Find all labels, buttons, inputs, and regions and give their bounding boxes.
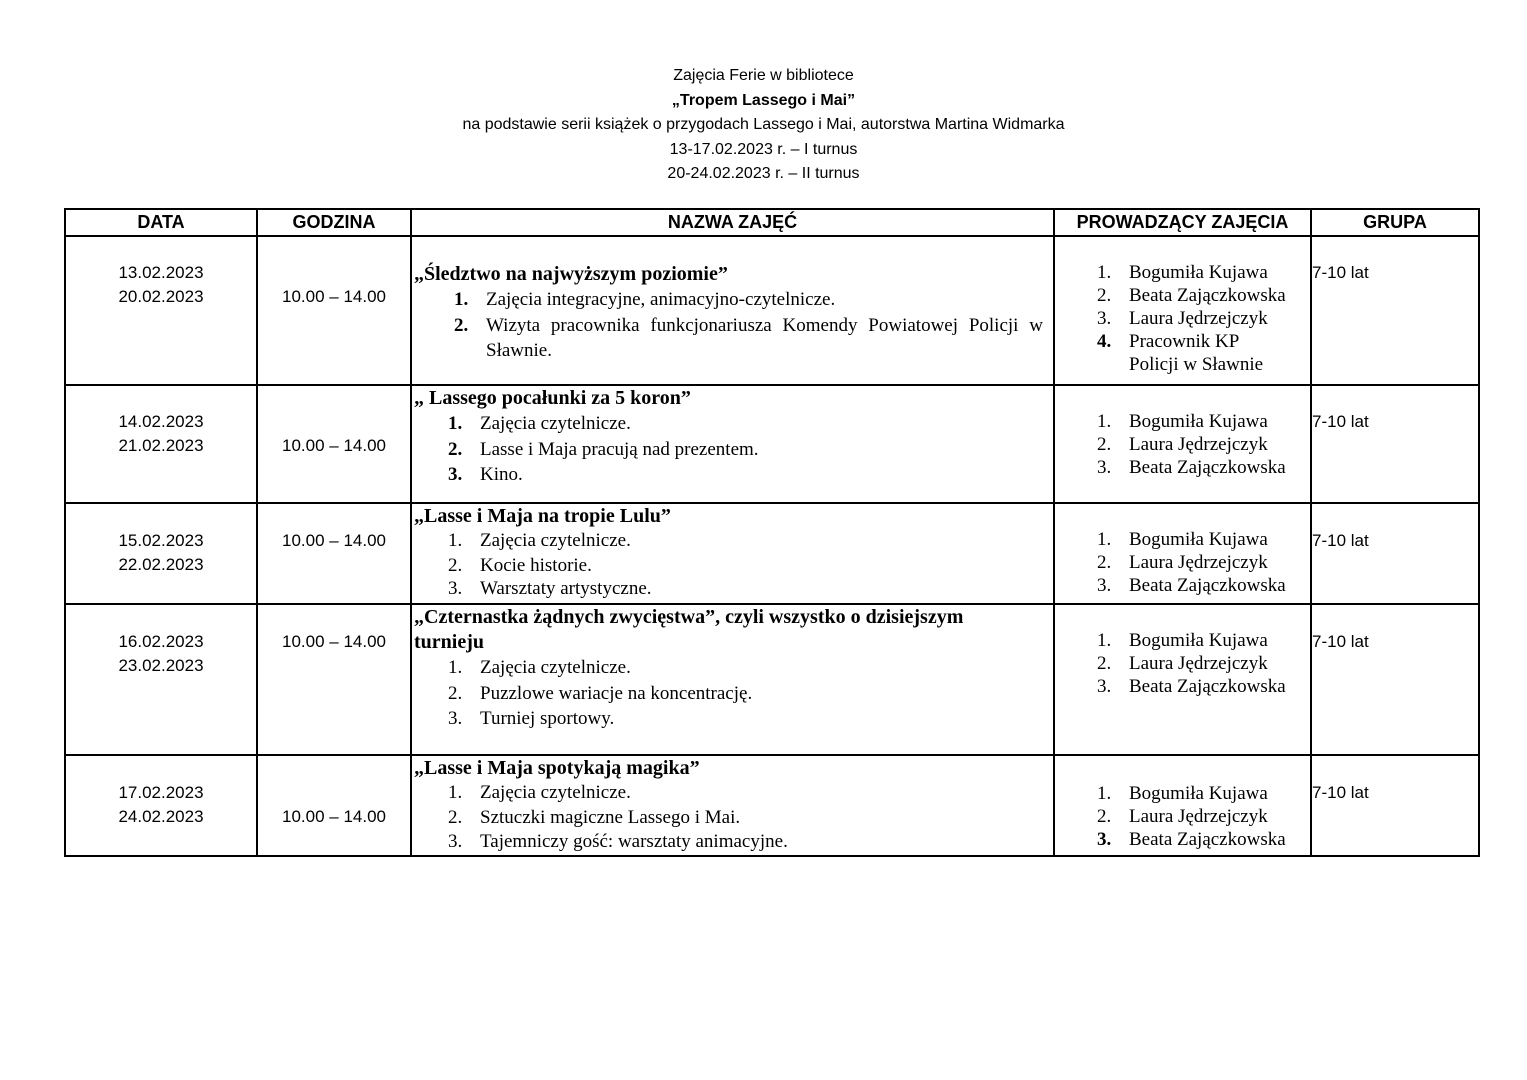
item-number: 3. [448, 578, 463, 599]
time-value: 10.00 – 14.00 [282, 287, 386, 306]
list-item [1055, 629, 1310, 652]
list-item [412, 437, 1043, 463]
date-cell [65, 503, 257, 604]
list-item [1055, 456, 1310, 479]
leader-name: Bogumiła Kujawa [1129, 411, 1268, 432]
list-item [1055, 652, 1310, 675]
item-number: 4. [1097, 331, 1112, 352]
table-row [65, 503, 1479, 604]
item-text: Wizyta pracownika funkcjonariusza Komendy Powiatowej Policji w Sławnie. [486, 314, 1043, 361]
activity-list [412, 781, 1043, 854]
activity-cell [411, 604, 1054, 755]
leaders-cell [1054, 755, 1311, 856]
date-first: 17.02.2023 [118, 783, 204, 802]
list-item [1055, 551, 1310, 574]
date-cell [65, 755, 257, 856]
list-item [1055, 675, 1310, 698]
list-item [1055, 433, 1310, 456]
activity-title: „Śledztwo na najwyższym poziomie” [414, 263, 728, 285]
leader-name: Laura Jędrzejczyk [1129, 308, 1268, 329]
group-value: 7-10 lat [1312, 412, 1369, 431]
activity-cell [411, 385, 1054, 503]
date-second: 20.02.2023 [118, 287, 204, 306]
date-second: 21.02.2023 [118, 436, 204, 455]
date-cell [65, 236, 257, 385]
list-item [412, 830, 1043, 854]
date-first: 16.02.2023 [118, 632, 204, 651]
leader-name: Bogumiła Kujawa [1129, 783, 1268, 804]
date-cell [65, 604, 257, 755]
header-line-1: Zajęcia Ferie w bibliotece [673, 67, 854, 84]
item-number: 1. [1097, 262, 1112, 283]
table-row [65, 755, 1479, 856]
group-cell [1311, 236, 1479, 385]
item-number: 1. [448, 413, 463, 434]
header-title: „Tropem Lassego i Mai” [671, 91, 856, 109]
list-item [1055, 410, 1310, 433]
activity-cell [411, 236, 1054, 385]
time-cell [257, 503, 411, 604]
item-number: 3. [1097, 308, 1112, 329]
list-item [412, 655, 1033, 681]
list-item [412, 287, 1043, 313]
item-text: Kino. [480, 464, 523, 485]
item-text: Puzzlowe wariacje na koncentrację. [480, 682, 753, 704]
activity-cell [411, 503, 1054, 604]
group-value: 7-10 lat [1312, 632, 1369, 651]
time-value: 10.00 – 14.00 [282, 632, 386, 651]
activity-list [412, 411, 1043, 488]
activity-list [412, 529, 1043, 600]
activity-title: „ Lassego pocałunki za 5 koron” [414, 387, 691, 409]
leader-name: Beata Zajączkowska [1129, 575, 1286, 596]
leaders-list [1055, 504, 1310, 597]
activity-title: „Lasse i Maja na tropie Lulu” [414, 505, 671, 527]
item-number: 3. [1097, 829, 1112, 850]
item-number: 1. [448, 657, 463, 678]
time-value: 10.00 – 14.00 [282, 807, 386, 826]
leaders-list [1055, 756, 1310, 851]
list-item [412, 681, 1033, 707]
activity-list [412, 655, 1033, 732]
leaders-cell [1054, 604, 1311, 755]
item-text: Lasse i Maja pracują nad prezentem. [480, 438, 759, 460]
item-number: 1. [454, 289, 469, 310]
item-number: 2. [448, 806, 463, 828]
group-cell [1311, 503, 1479, 604]
item-text: Zajęcia czytelnicze. [480, 530, 631, 551]
time-cell [257, 755, 411, 856]
item-number: 2. [1097, 434, 1112, 455]
list-item [1055, 307, 1310, 330]
group-value: 7-10 lat [1312, 263, 1369, 282]
date-first: 14.02.2023 [118, 412, 204, 431]
header-turnus-2: 20-24.02.2023 r. – II turnus [667, 165, 860, 182]
activity-cell [411, 755, 1054, 856]
document-header [0, 64, 1527, 187]
schedule-table [64, 208, 1480, 857]
list-item [412, 781, 1043, 806]
list-item [1055, 261, 1310, 284]
leaders-cell [1054, 236, 1311, 385]
item-text: Zajęcia integracyjne, animacyjno-czytelnicze. [486, 289, 836, 310]
item-number: 1. [1097, 630, 1112, 651]
list-item [412, 806, 1043, 831]
date-first: 13.02.2023 [118, 263, 204, 282]
item-number: 3. [448, 708, 463, 729]
group-cell [1311, 755, 1479, 856]
list-item [412, 529, 1043, 554]
date-cell [65, 385, 257, 503]
list-item [412, 706, 1033, 732]
activity-title: „Lasse i Maja spotykają magika” [414, 757, 700, 779]
date-first: 15.02.2023 [118, 531, 204, 550]
table-row [65, 385, 1479, 503]
list-item [1055, 528, 1310, 551]
table-row [65, 604, 1479, 755]
date-second: 24.02.2023 [118, 807, 204, 826]
group-value: 7-10 lat [1312, 531, 1369, 550]
date-second: 22.02.2023 [118, 555, 204, 574]
header-turnus-1: 13-17.02.2023 r. – I turnus [669, 140, 858, 158]
item-text: Sztuczki magiczne Lassego i Mai. [480, 806, 741, 828]
time-value: 10.00 – 14.00 [282, 531, 386, 550]
leader-name: Laura Jędrzejczyk [1129, 434, 1268, 455]
list-item [1055, 782, 1310, 805]
item-number: 3. [448, 464, 463, 485]
item-text: Warsztaty artystyczne. [480, 578, 652, 599]
leader-name: Pracownik KP Policji w Sławnie [1129, 331, 1264, 375]
leader-name: Laura Jędrzejczyk [1129, 552, 1268, 573]
leader-name: Bogumiła Kujawa [1129, 529, 1268, 550]
leaders-cell [1054, 385, 1311, 503]
list-item [1055, 284, 1310, 307]
list-item [1055, 828, 1310, 851]
column-header-prowadzacy: PROWADZĄCY ZAJĘCIA [1054, 209, 1311, 236]
item-number: 1. [448, 782, 463, 803]
item-text: Zajęcia czytelnicze. [480, 657, 631, 678]
item-number: 2. [448, 438, 463, 460]
time-cell [257, 604, 411, 755]
list-item [412, 578, 1043, 600]
list-item [412, 411, 1043, 437]
leader-name: Laura Jędrzejczyk [1129, 806, 1268, 827]
item-number: 2. [448, 554, 463, 576]
item-number: 1. [1097, 529, 1112, 550]
item-text: Kocie historie. [480, 554, 592, 576]
column-header-nazwa: NAZWA ZAJĘĆ [411, 209, 1054, 236]
header-subtitle: na podstawie serii książek o przygodach Lassego i Mai, autorstwa Martina Widmarka [462, 116, 1065, 133]
item-number: 2. [1097, 806, 1112, 827]
item-number: 1. [1097, 783, 1112, 804]
leader-name: Laura Jędrzejczyk [1129, 653, 1268, 674]
item-number: 1. [448, 530, 463, 551]
column-header-data: DATA [65, 209, 257, 236]
activity-title: „Czternastka żądnych zwycięstwa”, czyli wszystko o dzisiejszym turnieju [414, 606, 964, 653]
table-header-row [65, 209, 1479, 236]
item-number: 2. [448, 682, 463, 704]
leaders-cell [1054, 503, 1311, 604]
group-cell [1311, 604, 1479, 755]
leaders-list [1055, 386, 1310, 479]
list-item [1055, 574, 1310, 597]
list-item [1055, 330, 1310, 376]
leader-name: Beata Zajączkowska [1129, 457, 1286, 478]
item-number: 1. [1097, 411, 1112, 432]
item-text: Zajęcia czytelnicze. [480, 782, 631, 803]
leader-name: Beata Zajączkowska [1129, 829, 1286, 850]
item-text: Zajęcia czytelnicze. [480, 413, 631, 434]
item-number: 2. [1097, 552, 1112, 573]
leader-name: Beata Zajączkowska [1129, 676, 1286, 697]
item-number: 3. [448, 831, 463, 852]
item-number: 2. [1097, 285, 1112, 306]
item-text: Tajemniczy gość: warsztaty animacyjne. [480, 831, 788, 852]
column-header-godzina: GODZINA [257, 209, 411, 236]
leader-name: Bogumiła Kujawa [1129, 262, 1268, 283]
item-number: 3. [1097, 575, 1112, 596]
activity-list [412, 287, 1043, 364]
leaders-list [1055, 605, 1310, 698]
list-item [1055, 805, 1310, 828]
leader-name: Bogumiła Kujawa [1129, 630, 1268, 651]
list-item [412, 554, 1043, 579]
leader-name: Beata Zajączkowska [1129, 285, 1286, 306]
table-row [65, 236, 1479, 385]
list-item [412, 462, 1043, 488]
date-second: 23.02.2023 [118, 656, 204, 675]
time-cell [257, 385, 411, 503]
item-number: 3. [1097, 457, 1112, 478]
group-cell [1311, 385, 1479, 503]
column-header-grupa: GRUPA [1311, 209, 1479, 236]
item-number: 2. [454, 314, 469, 336]
time-value: 10.00 – 14.00 [282, 436, 386, 455]
group-value: 7-10 lat [1312, 783, 1369, 802]
leaders-list [1055, 237, 1310, 376]
item-number: 3. [1097, 676, 1112, 697]
item-number: 2. [1097, 653, 1112, 674]
item-text: Turniej sportowy. [480, 708, 615, 729]
list-item [412, 313, 1043, 364]
time-cell [257, 236, 411, 385]
